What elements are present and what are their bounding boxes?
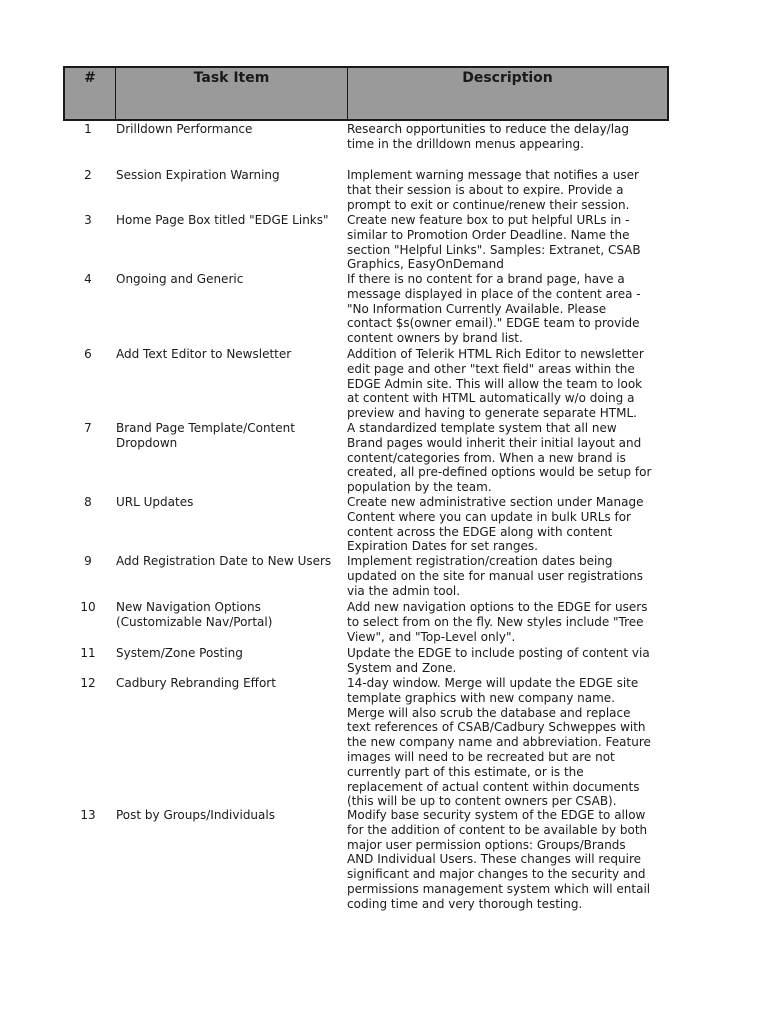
description-line: section "Helpful Links". Samples: Extranet, CSAB — [347, 242, 641, 257]
description-line: AND Individual Users. These changes will require — [347, 852, 642, 867]
task-description — [347, 495, 677, 554]
row-number: 9 — [84, 554, 92, 568]
task-item — [116, 347, 346, 362]
description-line: preview and having to generate separate HTML. — [347, 406, 637, 421]
table-header — [63, 66, 669, 121]
task-item-line: Add Registration Date to New Users — [116, 554, 332, 568]
task-item-line: URL Updates — [116, 495, 194, 509]
description-line: that their session is about to expire. Provide a — [347, 182, 624, 197]
task-description — [347, 122, 677, 152]
description-line: Create new feature box to put helpful URLs in - — [347, 213, 630, 227]
row-number: 13 — [80, 808, 96, 822]
task-description — [347, 808, 677, 912]
column-header-description: Description — [347, 68, 667, 119]
description-line: at content with HTML automatically w/o doing a — [347, 391, 635, 406]
task-item — [116, 600, 346, 630]
description-line: via the admin tool. — [347, 583, 461, 598]
task-description — [347, 600, 677, 644]
column-header-task-item: Task Item — [115, 68, 347, 119]
task-item — [116, 122, 346, 137]
description-line: Graphics, EasyOnDemand — [347, 257, 504, 272]
task-item-line: Ongoing and Generic — [116, 272, 244, 286]
description-line: Add new navigation options to the EDGE for users — [347, 600, 648, 614]
task-description — [347, 272, 677, 346]
description-line: contact $s(owner email)." EDGE team to provide — [347, 316, 640, 331]
task-item — [116, 168, 346, 183]
description-line: major user permission options: Groups/Brands — [347, 837, 626, 852]
task-item-line: (Customizable Nav/Portal) — [116, 614, 273, 629]
task-item-line: System/Zone Posting — [116, 646, 243, 660]
task-description — [347, 168, 677, 212]
description-line: time in the drilldown menus appearing. — [347, 136, 584, 151]
description-line: currently part of this estimate, or is the — [347, 764, 584, 779]
task-item-line: New Navigation Options — [116, 600, 261, 614]
description-line: to select from on the fly. New styles include "Tree — [347, 614, 644, 629]
description-line: population by the team. — [347, 480, 492, 495]
description-line: Addition of Telerik HTML Rich Editor to newsletter — [347, 347, 644, 361]
row-number: 12 — [80, 676, 96, 690]
task-item — [116, 676, 346, 691]
row-number: 11 — [80, 646, 96, 660]
description-line: message displayed in place of the content area - — [347, 286, 641, 301]
description-line: Expiration Dates for set ranges. — [347, 539, 538, 554]
description-line: significant and major changes to the security and — [347, 867, 646, 882]
description-line: Create new administrative section under Manage — [347, 495, 644, 509]
task-item — [116, 213, 346, 228]
description-line: content owners by brand list. — [347, 331, 523, 346]
task-item-line: Drilldown Performance — [116, 122, 253, 136]
description-line: created, all pre-defined options would be setup for — [347, 465, 652, 480]
description-line: content across the EDGE along with content — [347, 524, 613, 539]
task-description — [347, 421, 677, 495]
row-number: 7 — [84, 421, 92, 435]
task-item — [116, 272, 346, 287]
task-description — [347, 646, 677, 676]
task-item-line: Brand Page Template/Content — [116, 421, 295, 435]
task-item-line: Post by Groups/Individuals — [116, 808, 275, 822]
description-line: prompt to exit or continue/renew their session. — [347, 197, 630, 212]
description-line: permissions management system which will entail — [347, 881, 651, 896]
description-line: Content where you can update in bulk URLs for — [347, 509, 631, 524]
description-line: images will need to be recreated but are not — [347, 749, 615, 764]
description-line: Brand pages would inherit their initial layout and — [347, 435, 642, 450]
task-item-line: Cadbury Rebranding Effort — [116, 676, 276, 690]
task-item-line: Add Text Editor to Newsletter — [116, 347, 292, 361]
task-item — [116, 646, 346, 661]
description-line: coding time and very thorough testing. — [347, 896, 583, 911]
task-description — [347, 676, 677, 809]
row-number: 4 — [84, 272, 92, 286]
description-line: template graphics with new company name. — [347, 690, 615, 705]
row-number: 3 — [84, 213, 92, 227]
task-description — [347, 554, 677, 598]
description-line: 14-day window. Merge will update the EDGE site — [347, 676, 639, 690]
description-line: "No Information Currently Available. Please — [347, 301, 607, 316]
description-line: Implement registration/creation dates being — [347, 554, 613, 568]
description-line: the new company name and abbreviation. Feature — [347, 735, 651, 750]
task-item — [116, 495, 346, 510]
column-header-number: # — [84, 70, 96, 86]
description-line: similar to Promotion Order Deadline. Name the — [347, 227, 630, 242]
task-description — [347, 347, 677, 421]
task-item-line: Session Expiration Warning — [116, 168, 280, 182]
task-item — [116, 421, 346, 451]
description-line: System and Zone. — [347, 660, 457, 675]
task-item-line: Dropdown — [116, 435, 178, 450]
description-line: A standardized template system that all new — [347, 421, 617, 435]
row-number: 2 — [84, 168, 92, 182]
description-line: edit page and other "text field" areas within the — [347, 361, 635, 376]
description-line: Implement warning message that notifies a user — [347, 168, 639, 182]
row-number: 6 — [84, 347, 92, 361]
row-number: 1 — [84, 122, 92, 136]
description-line: Merge will also scrub the database and replace — [347, 705, 631, 720]
description-line: Modify base security system of the EDGE to allow — [347, 808, 646, 822]
description-line: updated on the site for manual user registrations — [347, 568, 644, 583]
description-line: EDGE Admin site. This will allow the team to look — [347, 376, 643, 391]
description-line: (this will be up to content owners per CSAB). — [347, 794, 617, 809]
task-item-line: Home Page Box titled "EDGE Links" — [116, 213, 329, 227]
description-line: View", and "Top-Level only". — [347, 629, 516, 644]
row-number: 8 — [84, 495, 92, 509]
task-item — [116, 808, 346, 823]
description-line: content/categories from. When a new brand is — [347, 450, 626, 465]
description-line: replacement of actual content within documents — [347, 779, 640, 794]
row-number: 10 — [80, 600, 96, 614]
description-line: Update the EDGE to include posting of content via — [347, 646, 650, 660]
description-line: text references of CSAB/Cadbury Schweppes with — [347, 720, 646, 735]
task-description — [347, 213, 677, 272]
description-line: for the addition of content to be available by both — [347, 822, 648, 837]
task-item — [116, 554, 346, 569]
description-line: Research opportunities to reduce the delay/lag — [347, 122, 630, 136]
description-line: If there is no content for a brand page, have a — [347, 272, 625, 286]
